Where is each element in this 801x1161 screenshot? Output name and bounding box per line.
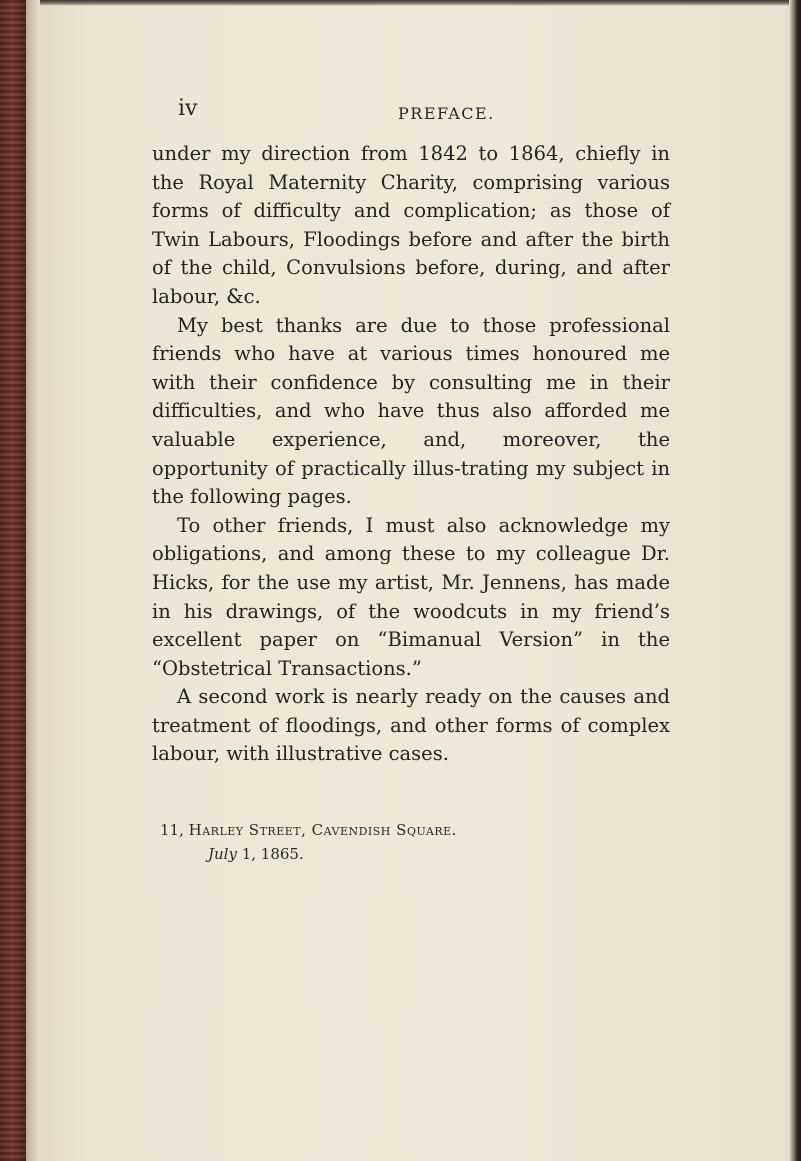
address-line: [160, 818, 457, 842]
address-street: Harley Street, Cavendish Square.: [188, 821, 457, 839]
page-top-edge: [40, 0, 789, 6]
paragraph: A second work is nearly ready on the causes and treatment of floodings, and other forms of complex labour, with illustrative cases.: [152, 685, 670, 766]
paragraph: My best thanks are due to those professional friends who have at various times honoured me with their confidence by consulting me in their difficulties, and who have thus also afforded me valuable experience, and, moreover, the opportunity of practically illus-trating my subject in the following pages.: [152, 313, 670, 509]
page-right-edge: [789, 0, 801, 1161]
page-gutter: [26, 0, 40, 1161]
body-text: [152, 140, 670, 769]
paragraph: under my direction from 1842 to 1864, chiefly in the Royal Maternity Charity, comprising various forms of difficulty and complication; as those of Twin Labours, Floodings before and after the birth of the child, Convulsions before, during, and after labour, &c.: [152, 142, 670, 308]
signature-block: [160, 818, 457, 866]
running-head: PREFACE.: [398, 104, 495, 123]
date-month: July: [208, 845, 237, 863]
paragraph: To other friends, I must also acknowledge my obligations, and among these to my colleague Dr. Hicks, for the use my artist, Mr. Jennens, has made in his drawings, of the woodcuts in my friend’s excellent paper on “Bimanual Version” in the “Obstetrical Transactions.”: [152, 513, 670, 680]
address-number: 11,: [160, 821, 184, 839]
book-binding: [0, 0, 26, 1161]
date-rest: 1, 1865.: [236, 845, 304, 863]
date-line: [160, 842, 457, 866]
page-number: iv: [178, 96, 198, 121]
